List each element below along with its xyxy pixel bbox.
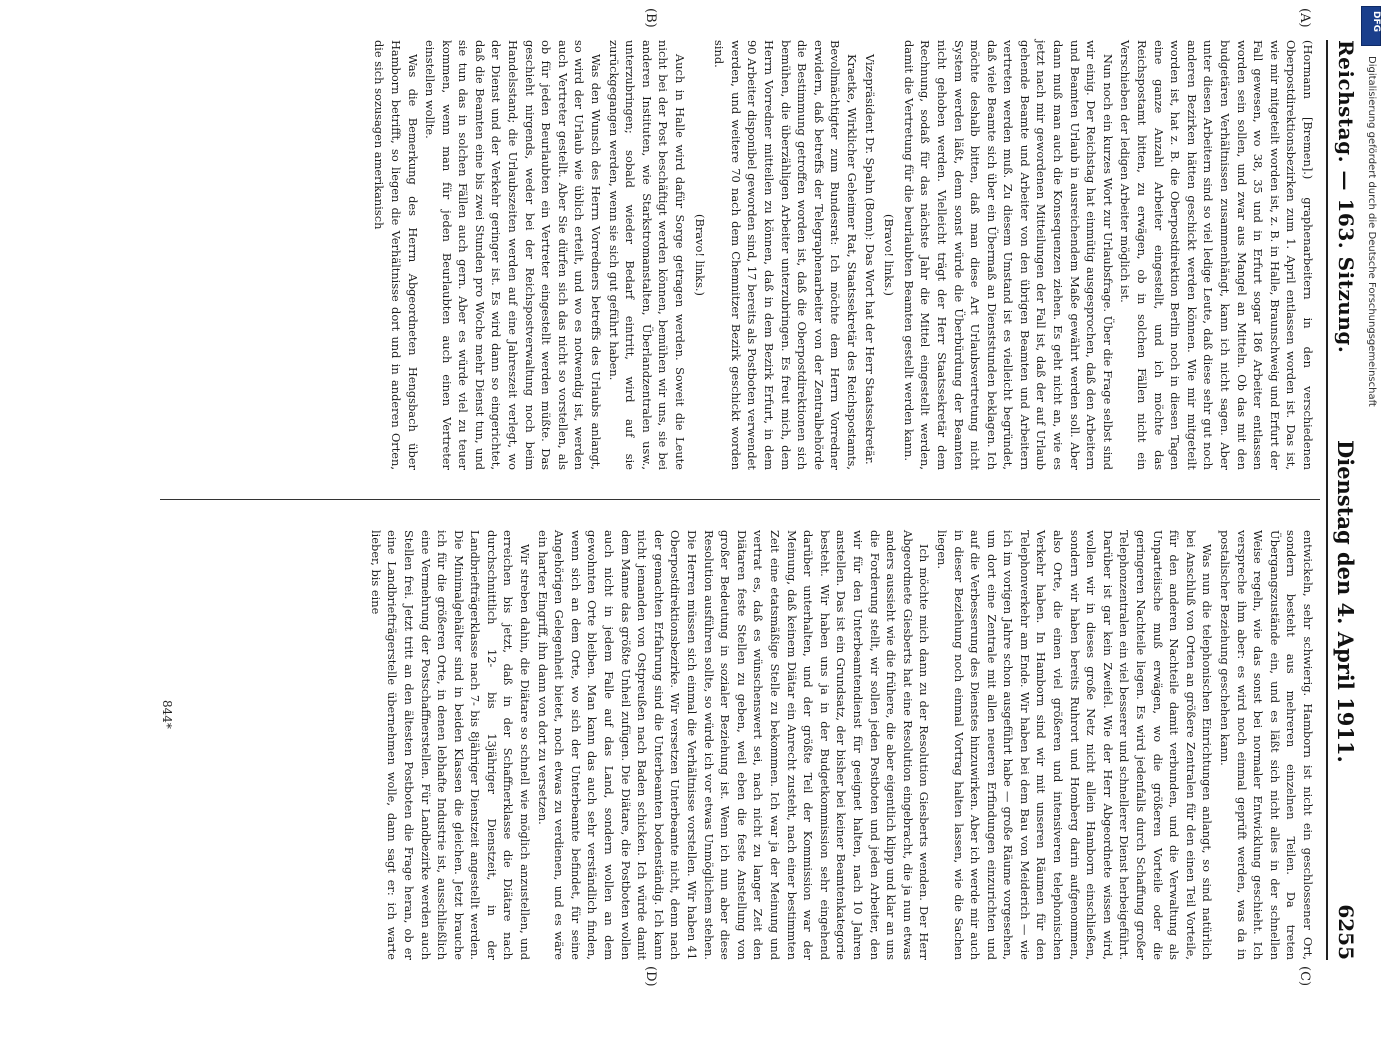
header-date: Dienstag den 4. April 1911. [1333,440,1358,763]
margin-mark-b: (B) [643,8,658,28]
header-rule [1326,40,1328,960]
margin-mark-a: (A) [1297,8,1312,28]
digitization-note: Digitalisierung gefördert durch die Deutsche Forschungsgemeinschaft [1366,56,1377,407]
left-paragraph-9: Was die Bemerkung des Herrn Abgeordneten Hengsbach über Hamborn betrifft, so liegen die Verhältnisse dort und in anderen Orten, die sich sozusagen amerikanisch [372,40,420,470]
rotated-page-content [82,0,1378,1000]
left-applause-2: (Bravo! links.) [692,214,707,296]
signature-mark: 844* [160,700,174,729]
column-divider [160,499,1320,500]
right-column [366,530,1316,960]
left-paragraph-1: (Hormann [Bremen].) graphenarbeitern in den verschiedenen Oberpostdirektionsbezirken zum 1. April entlassen worden ist. Das ist, wie mir mitgeteilt worden ist, z. B. in Halle, Braunschweig und Erfurt der Fall gewesen, wo 38, 35 und in Erfurt sogar 186 Arbeiter entlassen worden sein sollen, und zwar aus Mangel an Mitteln. Ob das mit den budgetären Verhältnissen zusammenhängt, kann ich nicht sagen. Aber unter diesen Arbeitern sind so viel ledige Leute, daß diese sehr gut noch anderen Bezirken hätten geschickt werden können. Wie mir mitgeteilt worden ist, hat z. B. die Oberpostdirektion Berlin noch in diesen Tagen eine ganze Anzahl Arbeiter eingestellt, und ich möchte das Reichspostamt bitten, zu erwägen, ob in solchen Fällen nicht ein Verschieben der ledigen Arbeiter möglich ist. [1118,40,1315,470]
right-paragraph-4: Wir streben dahin, die Diätare so schnell wie möglich anzustellen, und erreichen bis jetzt, daß in der Schaffnerklasse die Diätare nach durchschnittlich 12- bis 13jähriger Dienstzeit, in der Landbriefträgerklasse nach 7- bis 8jähriger Dienstzeit angestellt werden. Die Minimalgehälter sind in beiden Klassen die gleichen. Jetzt brauche ich für die größeren Orte, in denen lebhafte Industrie ist, ausschließlich eine Vermehrung der Postschaffnerstellen. Für Landbezirke werden auch Stellen frei. Jetzt tritt an den ältesten Postboten die Frage heran, ob er eine Landbriefträgerstelle übernehmen wolle, dann sagt er: ich warte lieber, bis eine [368,530,533,960]
right-paragraph-1: entwickeln, sehr schwierig. Hamborn ist nicht ein geschlossener Ort, sondern besteht aus mehreren einzelnen Teilen. Da treten Übergangszustände ein, und es läßt sich nicht alles in der schnellen Weise regeln, wie das sonst bei normaler Entwicklung geschieht. Ich verspreche ihm aber: es wird noch einmal geprüft werden, was da in postalischer Beziehung geschehen kann. [1218,530,1315,960]
left-column [370,40,1316,470]
left-paragraph-7: Auch in Halle wird dafür Sorge getragen werden. Soweit die Leute nicht bei der Post beschäftigt werden können, bemühen wir uns, sie bei anderen Instituten, wie Starkstromanstalten, Überlandzentralen usw., unterzubringen; sobald wieder Bedarf eintritt, wird auf sie zurückgegangen werden, wenn sie sich gut geführt haben. [606,40,688,470]
right-paragraph-2: Was nun die telephonischen Einrichtungen anlangt, so sind natürlich bei Anschluß von Orten an größere Zentralen für den einen Teil Vorteile, für den anderen Nachteile damit verbunden, und die Verwaltung als Unparteiische muß erwägen, wo die größeren Vorteile oder die geringeren Nachteile liegen. Es wird jedenfalls durch Schaffung großer Telephonzentralen ein viel besserer und schnellerer Dienst herbeigeführt. Darüber ist gar kein Zweifel. Wie der Herr Abgeordnete wissen wird, wollen wir in dieses große Netz nicht allein Hamborn einschließen, sondern wir haben bereits Ruhrort und Homberg darin aufgenommen, also Orte, die einen viel größeren und intensiveren telephonischen Verkehr haben. In Hamborn sind wir mit unseren Räumen für den Telephonverkehr am Ende. Wir haben bei dem Bau von Meiderich — wie ich im vorigen Jahre schon ausgeführt habe — große Räume vorgesehen, um dort eine Zentrale mit allen neueren Erfindungen einzurichten und auf die Verbesserung des Dienstes hinzuwirken. Aber ich werde mir auch in dieser Beziehung noch einmal Vortrag halten lassen, wie die Sachen liegen. [934,530,1215,960]
dfg-logo [1361,6,1381,46]
margin-mark-d: (D) [643,966,658,987]
dfg-logo-text: DFG [1371,11,1381,33]
left-paragraph-5: Kraetke, Wirklicher Geheimer Rat, Staatssekretär des Reichspostamts, Bevollmächtigter zum Bundesrat: Ich möchte dem Herrn Vorredner erwidern, daß betreffs der Telegraphenarbeiter von der Zentralbehörde die Bestimmung getroffen worden ist, daß die Oberpostdirektionen sich bemühen, die überzähligen Arbeiter unterzubringen. Es freut mich, dem Herrn Vorredner mitteilen zu können, daß in dem Bezirk Erfurt, in dem 90 Arbeiter disponibel geworden sind, 17 bereits als Postboten verwendet werden, und weitere 70 nach dem Chemnitzer Bezirk geschickt worden sind. [712,40,859,470]
left-applause-1: (Bravo! links.) [882,214,897,296]
left-paragraph-2: Nun noch ein kurzes Wort zur Urlaubsfrage. Über die Frage selbst sind wir einig. Der Reichstag hat einmütig ausgesprochen, daß den Arbeitern und Beamten Urlaub in ausreichendem Maße gewährt werden soll. Aber dann muß man auch die Konsequenzen ziehen. Es geht nicht an, wie es jetzt nach mir gewordenen Mitteilungen der Fall ist, daß der auf Urlaub gehende Beamte und Arbeiter von den übrigen Beamten und Arbeitern vertreten werden muß. Zu diesem Umstand ist es vielleicht begründet, daß viele Beamte sich über ein Übermaß an Dienststunden beklagen. Ich möchte deshalb bitten, daß man diese Art Urlaubsvertretung nicht System werden läßt, denn sonst würde die Überbürdung der Beamten nicht gehoben werden. Vielleicht trägt der Herr Staatssekretär dem Rechnung, sodaß für das nächste Jahr die Mittel eingestellt werden, damit die Vertretung für die beurlaubten Beamten gestellt werden kann. [901,40,1115,470]
page-number: 6255 [1334,904,1358,960]
right-paragraph-3: Ich möchte mich dann zu der Resolution Giesberts wenden. Der Herr Abgeordnete Giesberts hat eine Resolution eingebracht, die ja nun etwas anders aussieht wie die frühere, die aber eigentlich klipp und klar an uns die Forderung stellt, wir sollen jeden Postboten und jeden Arbeiter, den wir für den Unterbeamtendienst für geeignet halten, nach 10 Jahren anstellen. Das ist ein Grundsatz, der bisher bei keiner Beamtenkategorie besteht. Wir haben uns ja in der Budgetkommission sehr eingehend darüber unterhalten, und der größte Teil der Kommission war der Meinung, daß keinem Diätar ein Anrecht zusteht, nach einer bestimmten Zeit eine etatsmäßige Stelle zu bekommen. Ich war ja der Meinung und vertrat es, daß es wünschenswert sei, nach nicht zu langer Zeit den Diätaren feste Stellen zu geben, weil eben die feste Anstellung von großer Bedeutung in sozialer Beziehung ist. Wenn ich nun aber diese Resolution ausführen sollte, so würde ich vor etwas Unmöglichem stehen. Die Herren müssen sich einmal die Verhältnisse vorstellen. Wir haben 41 Oberpostdirektionsbezirke. Wir versetzen Unterbeamte nicht, denn nach der gemachten Erfahrung sind die Unterbeamten bodenständig. Ich kann nicht jemanden von Ostpreußen nach Baden schicken. Ich würde damit dem Manne das größte Unheil zufügen. Die Diätare, die Postboten wollen auch nicht in jedem Falle auf das Land, sondern wollen an dem gewohnten Orte bleiben. Man kann das auch sehr verständlich finden, wenn sich an dem Orte, wo sich der Unterbeamte befindet, für seine Angehörigen Gelegenheit bietet, noch etwas zu verdienen, und es wäre ein harter Eingriff, ihn dann von dort zu versetzen. [535,530,932,960]
left-paragraph-4: Vizepräsident Dr. Spahn (Bonn): Das Wort hat der Herr Staatssekretär. [862,54,877,465]
digitization-sidebar [1343,0,1383,1000]
header-left: Reichstag. — 163. Sitzung. [1334,40,1358,354]
margin-mark-c: (C) [1297,966,1312,987]
left-paragraph-8: Was den Wunsch des Herrn Vorredners betreffs des Urlaubs anlangt, so wird der Urlaub wie üblich erteilt, und wo es notwendig ist, werden auch Vertreter gestellt. Aber Sie dürfen sich das nicht so vorstellen, als ob für jeden Beurlaubten ein Vertreter eingestellt werden müßte. Das geschieht nirgends, weder bei der Reichspostverwaltung noch beim Handelsstand; die Urlaubszeiten werden auf eine Jahreszeit verlegt, wo der Dienst und der Verkehr geringer ist. Es wird dann so eingerichtet, daß die Beamten eine bis zwei Stunden pro Woche mehr Dienst tun, und sie tun das in solchen Fällen auch gern. Aber es würde viel zu teuer kommen, wenn man für jeden Beurlaubten auch einen Vertreter einstellen wollte. [423,40,604,470]
